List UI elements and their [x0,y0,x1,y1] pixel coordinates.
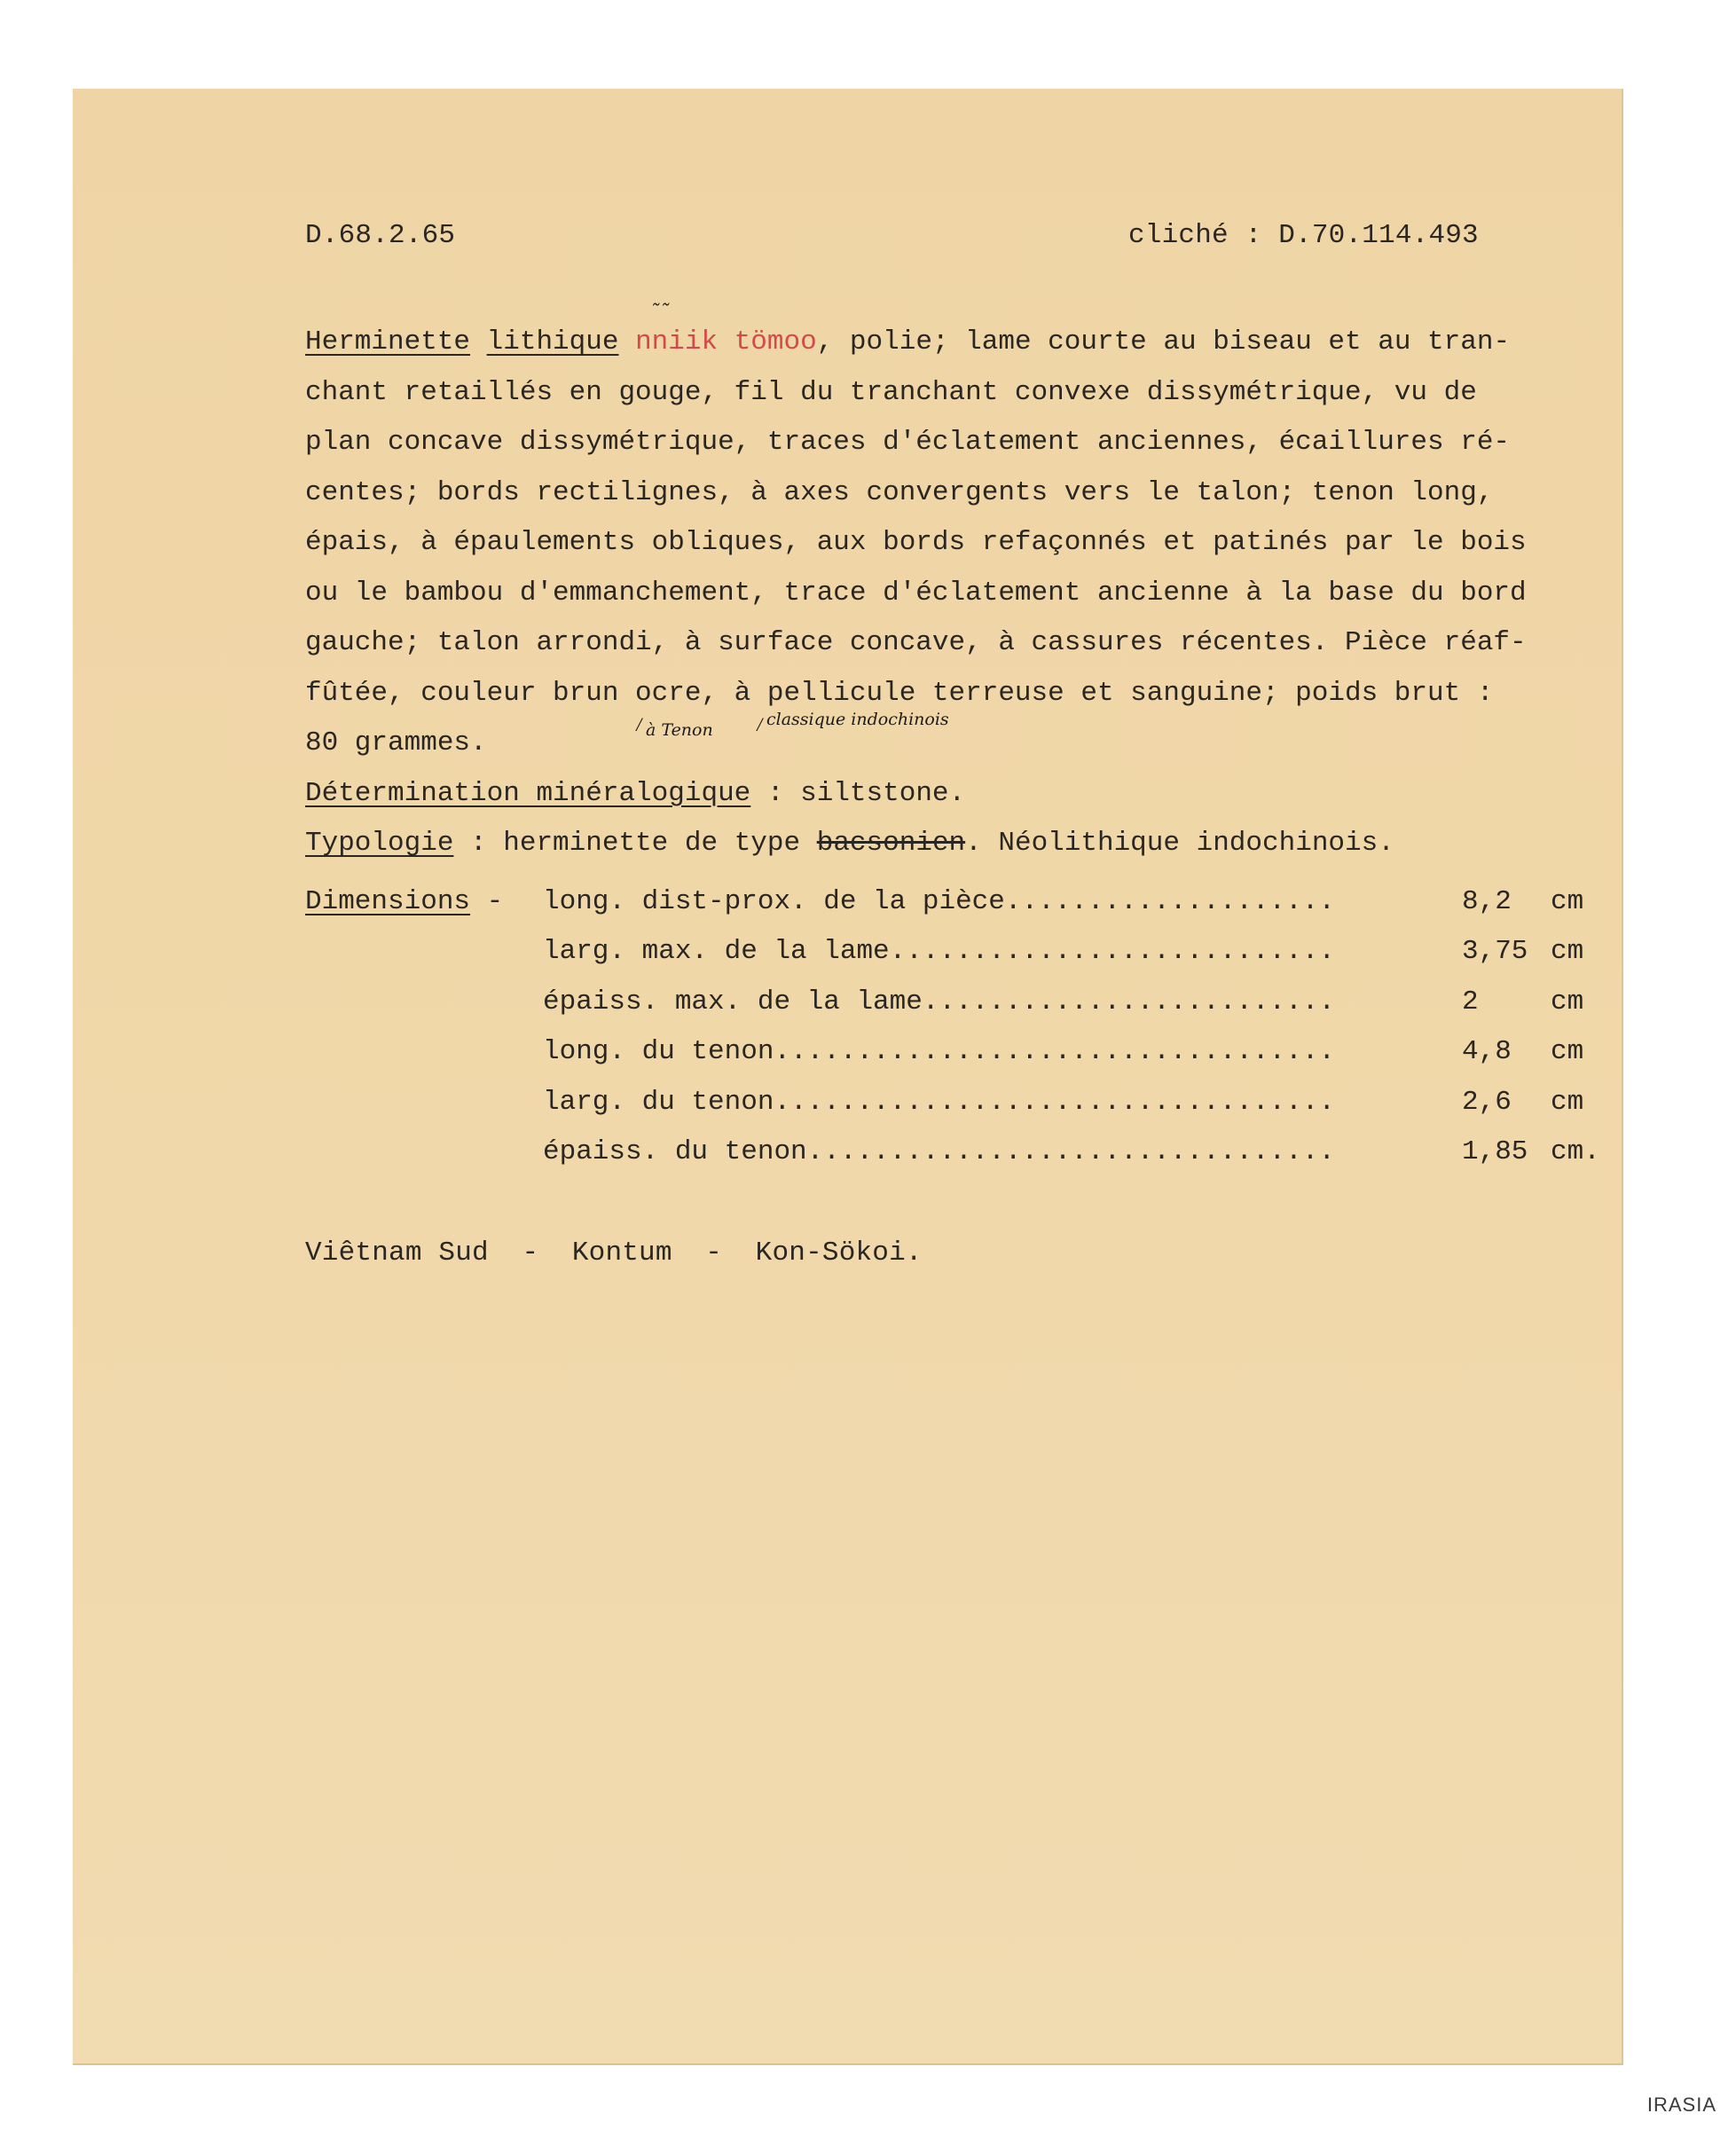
description-line: chant retaillés en gouge, fil du tranchant convexe dissymétrique, vu de [305,376,1477,408]
dimension-row [305,1078,1600,1127]
object-name: Herminette [305,326,471,357]
handwritten-accents: ˜˜ [649,302,669,324]
dimension-unit: cm [1551,936,1584,968]
vernacular-name: nniik tömoo [635,326,817,357]
dimension-value: 3,75 [1462,936,1528,968]
dimension-description: larg. du tenon.................................. [543,1086,1335,1118]
watermark: IRASIA [1646,2094,1716,2116]
dimensions-table [305,877,1600,1177]
description-line: ou le bambou d'emmanchement, trace d'éclatement ancienne à la base du bord [305,577,1527,609]
dimension-description: long. dist-prox. de la pièce.................... [543,886,1335,917]
dimension-unit: cm. [1551,1135,1600,1167]
dimension-row [305,927,1600,977]
dimension-unit: cm [1551,1036,1584,1068]
mineralogy-label: Détermination minéralogique [305,777,751,809]
dimension-value: 1,85 [1462,1135,1528,1167]
description-line-1 [305,318,1671,368]
dimension-description: long. du tenon.................................. [543,1036,1335,1068]
dimension-unit: cm [1551,986,1584,1017]
dimension-value: 2 [1462,986,1479,1017]
dimensions-label: Dimensions [305,886,471,917]
inventory-number: D.68.2.65 [305,220,456,251]
mineralogy-line [305,769,1671,820]
dimension-value: 2,6 [1462,1086,1512,1118]
dimension-row [305,1027,1600,1077]
description-line: centes; bords rectilignes, à axes convergents vers le talon; tenon long, [305,476,1494,508]
dimension-value: 8,2 [1462,886,1512,917]
description-line: 80 grammes. [305,727,487,758]
description-line: fûtée, couleur brun ocre, à pellicule terreuse et sanguine; poids brut : [305,677,1494,709]
dimension-row [305,1127,1600,1177]
handwritten-insert-classique: classique indochinois [766,710,949,729]
object-description [305,318,1671,869]
dimension-description: larg. max. de la lame........................... [543,936,1335,968]
description-line: gauche; talon arrondi, à surface concave, à cassures récentes. Pièce réaf- [305,627,1527,658]
dimension-unit: cm [1551,1086,1584,1118]
typology-text-before: : herminette de type [453,828,817,859]
dimension-description: épaiss. du tenon................................ [543,1135,1335,1167]
handwritten-insert-tenon: à Tenon [646,720,713,740]
dimension-unit: cm [1551,886,1584,917]
description-line: épais, à épaulements obliques, aux bords refaçonnés et patinés par le bois [305,527,1527,558]
dimension-row [305,877,1600,927]
mineralogy-separator: : [750,777,801,809]
dimensions-dash: - [470,886,520,917]
index-card [73,89,1623,2065]
location-line: Viêtnam Sud - Kontum - Kon-Sökoi. [305,1237,923,1269]
dimension-description: épaiss. max. de la lame......................... [543,986,1335,1017]
description-line-1-rest: , polie; lame courte au biseau et au tran- [816,326,1511,357]
dimension-row [305,978,1600,1027]
insertion-caret: ⁄ [754,715,766,737]
typology-label: Typologie [305,828,454,859]
object-qualifier: lithique [486,326,619,357]
mineralogy-value: siltstone. [800,777,966,809]
insertion-caret: ⁄ [633,715,646,737]
typology-text-after: . Néolithique indochinois. [965,828,1394,859]
description-line: plan concave dissymétrique, traces d'éclatement anciennes, écaillures ré- [305,427,1511,458]
typology-line [305,819,1671,869]
photo-reference: cliché : D.70.114.493 [1128,220,1479,251]
typology-struck-word: bacsonien [816,828,966,859]
dimension-value: 4,8 [1462,1036,1512,1068]
